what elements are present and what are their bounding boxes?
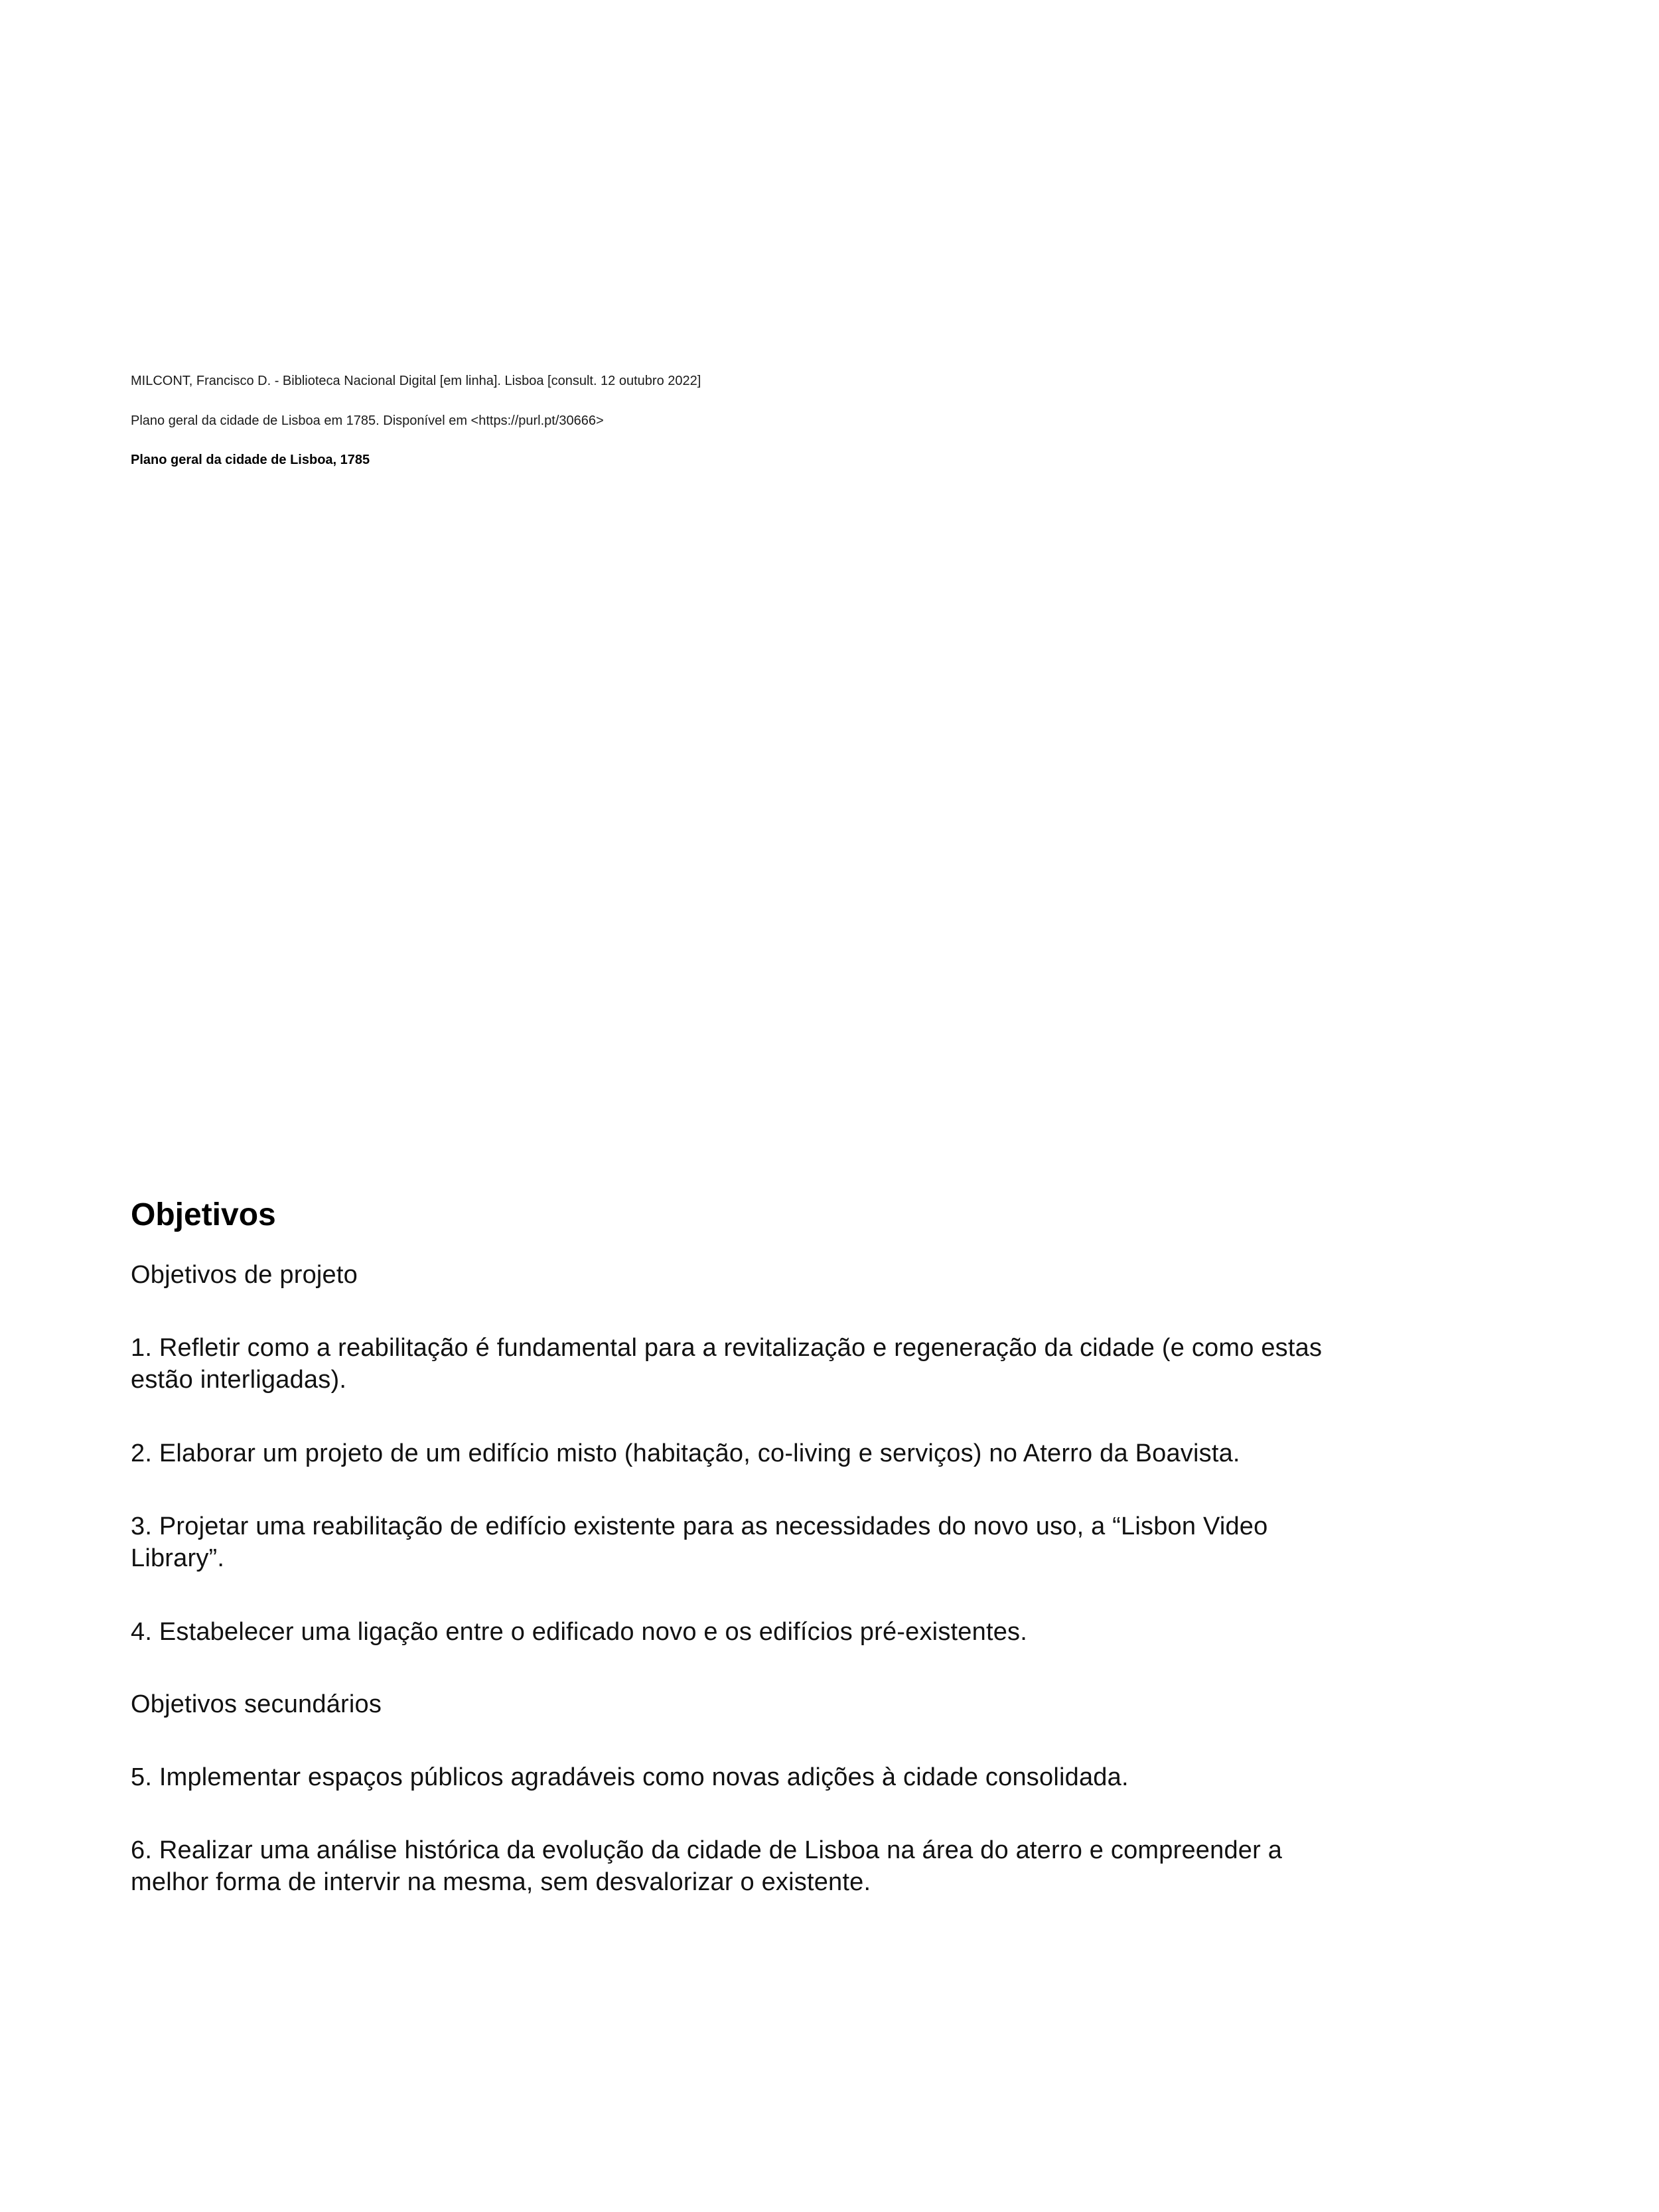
objective-text-line: 3. Projetar uma reabilitação de edifício existente para as necessidades do novo uso, a “Lisbon Video: [131, 1512, 1268, 1540]
objective-text-line: 6. Realizar uma análise histórica da evolução da cidade de Lisboa na área do aterro e compreender a: [131, 1836, 1283, 1864]
objective-text-line: 1. Refletir como a reabilitação é fundamental para a revitalização e regeneração da cidade (e como estas: [131, 1334, 1323, 1362]
objective-item-1: [131, 1332, 1322, 1396]
objective-text-line: melhor forma de intervir na mesma, sem desvalorizar o existente.: [131, 1868, 871, 1896]
objective-text-line: 2. Elaborar um projeto de um edifício misto (habitação, co-living e serviços) no Aterro da Boavista.: [131, 1439, 1240, 1467]
objective-text-line: 5. Implementar espaços públicos agradáveis como novas adições à cidade consolidada.: [131, 1763, 1129, 1791]
objective-text-line: estão interligadas).: [131, 1366, 347, 1394]
subsection-label: Objetivos secundários: [131, 1690, 382, 1718]
objective-text-line: Library”.: [131, 1544, 225, 1572]
subsection-label-secondary-objectives: [131, 1688, 382, 1720]
objective-item-5: [131, 1761, 1129, 1793]
objective-text-line: 4. Estabelecer uma ligação entre o edificado novo e os edifícios pré-existentes.: [131, 1618, 1027, 1646]
citation-url-line: Plano geral da cidade de Lisboa em 1785. Disponível em <https://purl.pt/30666>: [131, 413, 604, 428]
section-title: Objetivos: [131, 1197, 276, 1232]
objective-item-6: [131, 1834, 1282, 1898]
objective-item-2: [131, 1438, 1240, 1469]
objective-item-4: [131, 1616, 1027, 1648]
figure-title: Plano geral da cidade de Lisboa, 1785: [131, 453, 370, 467]
objective-item-3: [131, 1511, 1267, 1574]
subsection-label: Objetivos de projeto: [131, 1261, 358, 1289]
subsection-label-project-objectives: [131, 1259, 358, 1291]
citation-source-line: MILCONT, Francisco D. - Biblioteca Nacional Digital [em linha]. Lisboa [consult. 12 outubro 2022]: [131, 374, 701, 388]
